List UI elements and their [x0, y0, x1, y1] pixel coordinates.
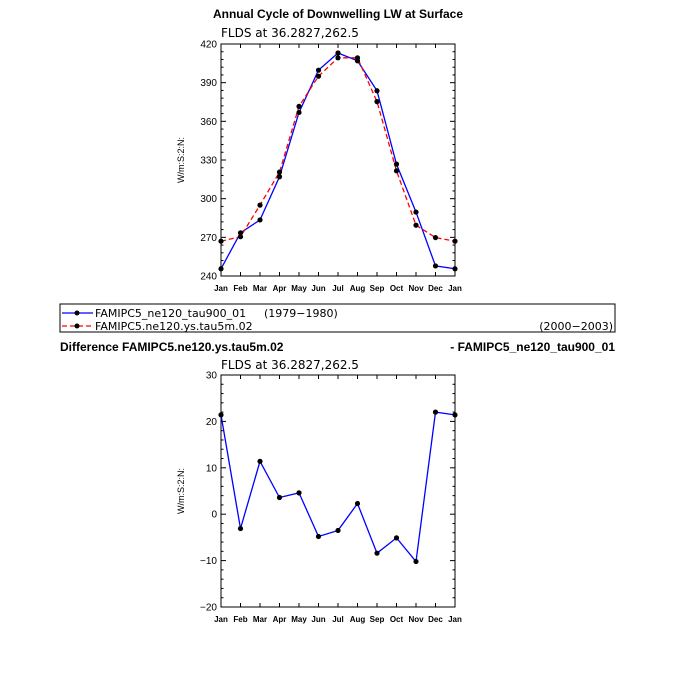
x-tick-label: Jul: [332, 284, 344, 293]
x-tick-label: Jul: [332, 615, 344, 624]
y-tick-label: 420: [200, 39, 217, 51]
chart-bottom-ylabel: W/m:S:2:N:: [176, 467, 186, 515]
x-tick-label: May: [291, 615, 307, 624]
legend-label-series-2: FAMIPC5.ne120.ys.tau5m.02: [95, 320, 253, 333]
data-point-series-2: [452, 239, 457, 244]
data-point-series-1: [374, 551, 379, 556]
x-tick-label: Jun: [311, 284, 326, 293]
x-tick-label: Jun: [311, 615, 326, 624]
chart-top: [176, 7, 463, 293]
x-tick-label: Aug: [349, 284, 366, 293]
series-line-1: [221, 412, 455, 561]
chart-bottom-plot-area: [200, 371, 462, 625]
plot-frame: [221, 44, 455, 276]
data-point-series-2: [238, 234, 243, 239]
data-point-series-2: [257, 203, 262, 208]
x-tick-label: Feb: [233, 284, 248, 293]
data-point-series-1: [257, 217, 262, 222]
data-point-series-1: [296, 490, 301, 495]
x-tick-label: Jan: [448, 284, 462, 293]
y-tick-label: 30: [205, 370, 217, 382]
data-point-series-1: [238, 526, 243, 531]
chart-top-ylabel: W/m:S:2:N:: [176, 136, 186, 184]
x-tick-label: Nov: [408, 284, 424, 293]
legend-entry-series-1: [62, 307, 338, 320]
x-tick-label: Feb: [233, 615, 248, 624]
y-tick-label: 10: [205, 463, 217, 475]
data-point-series-1: [394, 535, 399, 540]
x-tick-label: Dec: [428, 284, 443, 293]
data-point-series-2: [296, 104, 301, 109]
data-point-series-1: [218, 266, 223, 271]
y-tick-label: 270: [200, 232, 217, 244]
data-point-series-1: [433, 410, 438, 415]
y-tick-label: 0: [211, 509, 217, 521]
legend: [60, 304, 615, 333]
x-tick-label: Oct: [389, 284, 404, 293]
y-tick-label: 300: [200, 194, 217, 206]
y-tick-label: 20: [205, 416, 217, 428]
chart-bottom-title-left: Difference FAMIPC5.ne120.ys.tau5m.02: [60, 340, 284, 354]
data-point-series-1: [413, 559, 418, 564]
x-tick-label: Oct: [389, 615, 404, 624]
x-tick-label: Mar: [252, 615, 268, 624]
y-tick-label: −10: [200, 556, 217, 568]
data-point-series-1: [316, 534, 321, 539]
data-point-series-1: [355, 501, 360, 506]
data-point-series-2: [316, 74, 321, 79]
data-point-series-1: [433, 263, 438, 268]
data-point-series-2: [374, 99, 379, 104]
x-tick-label: Apr: [272, 615, 287, 624]
legend-period-series-2: (2000−2003): [539, 320, 613, 333]
data-point-series-2: [413, 223, 418, 228]
y-tick-label: −20: [200, 602, 217, 614]
y-tick-label: 390: [200, 78, 217, 90]
chart-bottom-subtitle: FLDS at 36.2827,262.5: [221, 358, 359, 372]
chart-top-subtitle: FLDS at 36.2827,262.5: [221, 26, 359, 40]
x-tick-label: Sep: [369, 615, 385, 624]
data-point-series-1: [277, 495, 282, 500]
data-point-series-1: [413, 209, 418, 214]
x-tick-label: Nov: [408, 615, 424, 624]
data-point-series-2: [433, 235, 438, 240]
x-tick-label: Mar: [252, 284, 268, 293]
x-tick-label: Sep: [369, 284, 385, 293]
data-point-series-1: [335, 528, 340, 533]
data-point-series-1: [316, 68, 321, 73]
x-tick-label: Jan: [214, 284, 228, 293]
legend-entry-series-2: [62, 320, 613, 333]
y-tick-label: 360: [200, 116, 217, 128]
legend-marker-series-1: [75, 311, 80, 316]
series-line-1: [221, 53, 455, 269]
chart-top-title: Annual Cycle of Downwelling LW at Surface: [212, 7, 464, 21]
x-tick-label: May: [291, 284, 307, 293]
chart-bottom-title-right: - FAMIPC5_ne120_tau900_01: [450, 340, 615, 354]
data-point-series-2: [218, 239, 223, 244]
data-point-series-1: [335, 50, 340, 55]
data-point-series-1: [257, 459, 262, 464]
x-tick-label: Jan: [448, 615, 462, 624]
x-tick-label: Jan: [214, 615, 228, 624]
y-tick-label: 240: [200, 271, 217, 283]
legend-marker-series-2: [75, 324, 80, 329]
data-point-series-2: [277, 170, 282, 175]
data-point-series-1: [452, 412, 457, 417]
plot-frame: [221, 375, 455, 607]
y-tick-label: 330: [200, 155, 217, 167]
series-line-2: [221, 58, 455, 241]
chart-bottom: [60, 340, 615, 624]
data-point-series-2: [394, 168, 399, 173]
legend-label-series-1: FAMIPC5_ne120_tau900_01: [95, 307, 247, 320]
data-point-series-1: [374, 88, 379, 93]
x-tick-label: Dec: [428, 615, 443, 624]
x-tick-label: Apr: [272, 284, 287, 293]
x-tick-label: Aug: [349, 615, 366, 624]
data-point-series-1: [218, 412, 223, 417]
legend-period-series-1: (1979−1980): [264, 307, 338, 320]
data-point-series-1: [277, 174, 282, 179]
data-point-series-2: [335, 55, 340, 60]
chart-top-plot-area: [200, 40, 462, 294]
data-point-series-1: [394, 162, 399, 167]
data-point-series-1: [452, 266, 457, 271]
data-point-series-1: [296, 110, 301, 115]
data-point-series-2: [355, 55, 360, 60]
